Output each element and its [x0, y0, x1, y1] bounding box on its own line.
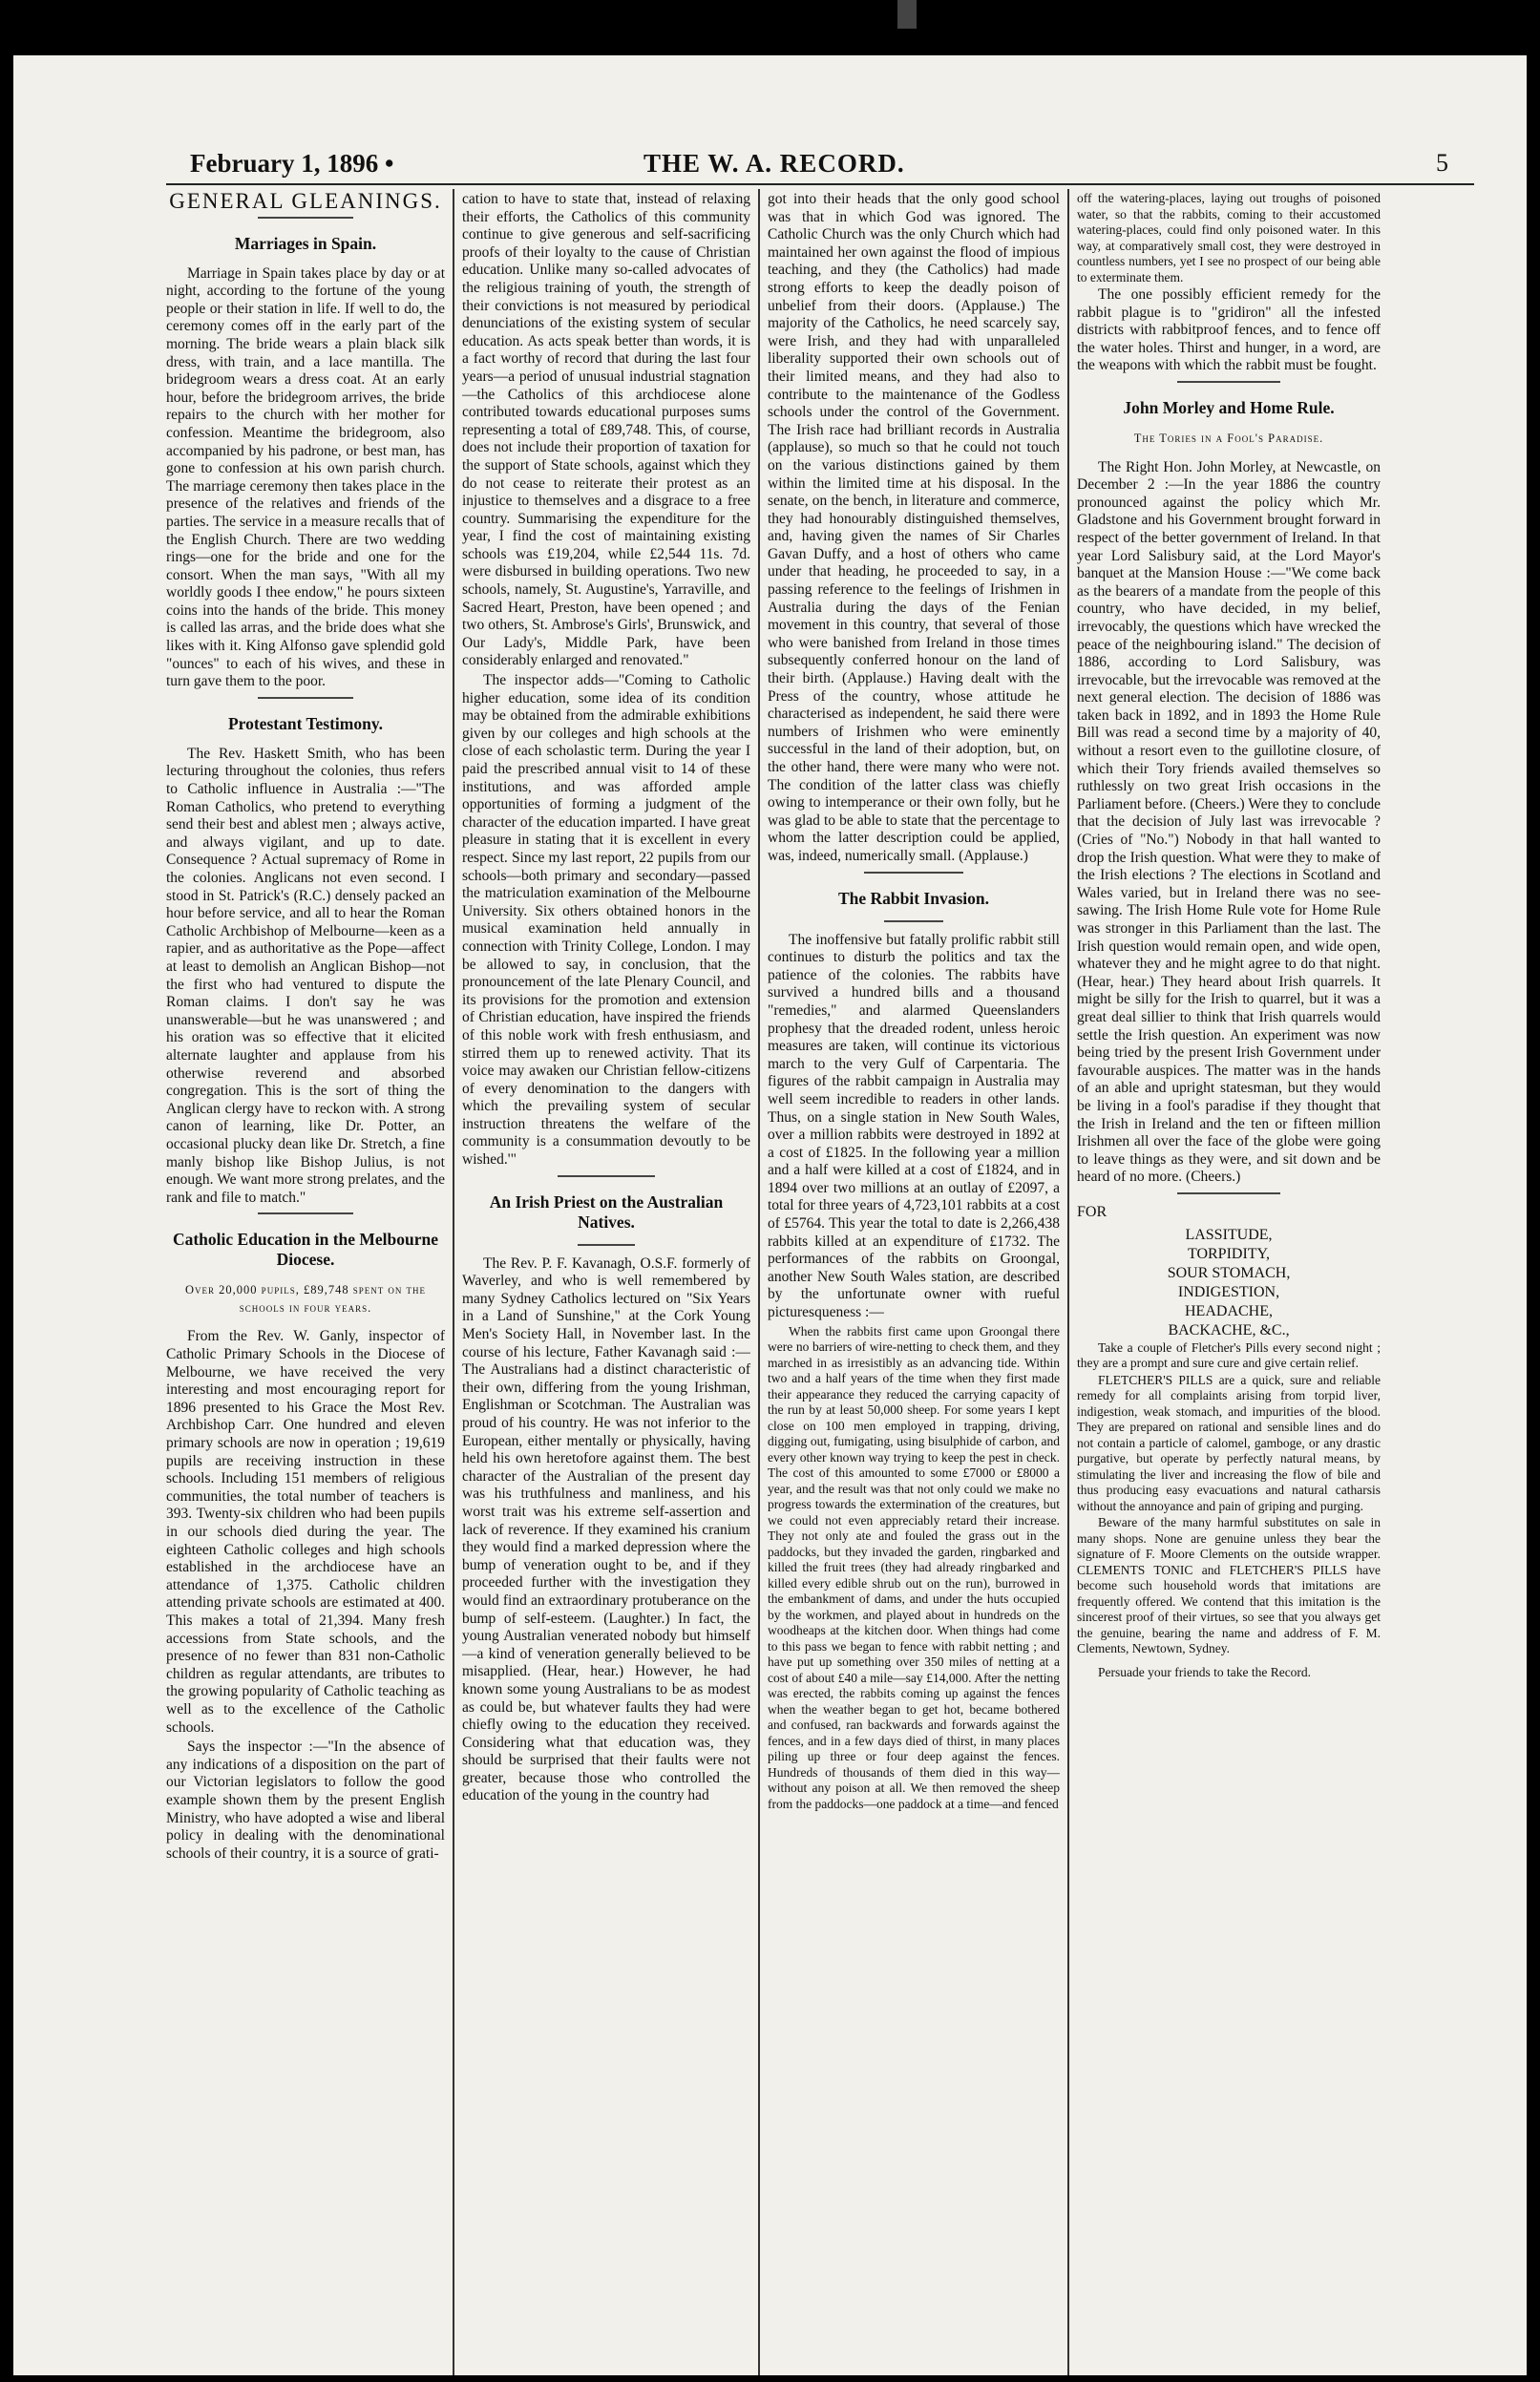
column-rule	[1067, 189, 1069, 2375]
article-title: Protestant Testimony.	[227, 713, 384, 733]
quoted-extract	[1077, 191, 1381, 285]
ad-ailment: INDIGESTION,	[1177, 1283, 1280, 1300]
article-paragraph: From the Rev. W. Ganly, inspector of Catholic Primary Schools in the Diocese of Melbourne, we have received the very interesting and most encouraging report for 1896 presented to his Grace the Most Rev. Archbishop Carr. One hundred and eleven primary schools are now in operation ; 19,619 pupils are receiving instruction in these schools. Including 151 members of religious communities, the total number of teachers is 393. Twenty-six children who had been pupils in our schools died during the year. The eighteen Catholic colleges and high schools established in the archdiocese have an attendance of 1,375. Catholic children attending private schools are estimated at 400. This makes a total of 21,394. Many fresh accessions from State schools, and the presence of no fewer than 831 non-Catholic children as regular attendants, are tributes to the growing popularity of Catholic teaching as well as to the excellence of the Catholic schools.	[166, 1328, 445, 1736]
issue-date: February 1, 1896 •	[190, 149, 394, 178]
ad-for-label: FOR	[1077, 1203, 1108, 1220]
section-title: GENERAL GLEANINGS.	[169, 191, 442, 213]
article-paragraph: The inspector adds—"Coming to Catholic higher education, some idea of its condition may be obtained from the admirable exhibitions given by our colleges and high schools at the close of each scholastic term. During the year I paid the prescribed annual visit to 14 of these institutions, and was afforded ample opportunities of forming a judgment of the character of the education imparted. I have great pleasure in stating that it is excellent in every respect. Since my last report, 22 pupils from our schools—both primary and secondary—passed the matriculation examination of the Melbourne University. Six others obtained honors in the musical examination held annually in connection with Trinity College, London. I may be allowed to say, in conclusion, that the pronouncement of the late Plenary Council, and its provisions for the promotion and extension of Christian education, have inspired the friends of this noble work with fresh enthusiasm, and stirred them up to renewed activity. That its voice may awaken our Christian fellow-citizens of every denomination to the dangers with which the prevailing system of secular instruction threatens the welfare of the community is a consummation devoutly to be wished.'"	[462, 672, 750, 1169]
newspaper-page	[13, 55, 1527, 2375]
divider	[258, 217, 352, 219]
divider	[1177, 381, 1280, 383]
quoted-extract	[768, 1324, 1060, 1813]
ad-ailment-list	[1077, 1226, 1381, 1340]
article-title: Marriages in Spain.	[234, 233, 377, 253]
divider	[1177, 1192, 1280, 1194]
binding-clip	[897, 0, 917, 29]
divider	[864, 872, 963, 874]
divider	[258, 697, 352, 699]
ad-paragraph: FLETCHER'S PILLS are a quick, sure and reliable remedy for all complaints arising from torpid liver, indigestion, weak stomach, and impurities of the blood. They are prepared on rational and sensible lines and do not contain a particle of calomel, gamboge, or any drastic purgative, but operate by perfectly natural means, by stimulating the liver and increasing the flow of bile and thus producing easy evacuations and natural catharsis without the annoyance and pain of griping and purging.	[1077, 1372, 1381, 1513]
article-paragraph: The Right Hon. John Morley, at Newcastle, on December 2 :—In the year 1886 the country pronounced against the policy which Mr. Gladstone and his Government brought forward in respect of the better government of Ireland. In that year Lord Salisbury said, at the Lord Mayor's banquet at the Mansion House :—"We come back as the bearers of a mandate from the people of this country, who have decided, in my belief, irrevocably, the questions which have wrecked the peace of the neighbouring island." The decision of 1886, according to Lord Salisbury, was irrevocable, but the irrevocable was removed at the next general election. The decision of 1886 was taken back in 1892, and in 1893 the Home Rule Bill was read a second time by a majority of 40, without a resort even to the guillotine closure, of which their Tory friends availed themselves so ruthlessly on two great Irish occasions in the Parliament before. (Cheers.) Were they to conclude that the decision of July last was irrevocable ? (Cries of "No.") Nobody in that hall wanted to drop the Irish question. What were they to make of the Irish elections ? The elections in Scotland and Wales varied, but in Ireland there was no see-sawing. The Irish Home Rule vote for Home Rule was stronger in this Parliament than the last. The Irish question would remain open, and wide open, whatever they and he might agree to do that night. (Hear, hear.) They heard about Irish quarrels. It might be silly for the Irish to quarrel, but it was a great deal sillier to think that Irish quarrels would settle the Irish question. An experiment was now being tried by the present Irish Government under favourable auspices. The matter was in the hands of an able and upright statesman, but they would be living in a fool's paradise if they thought that the Irish in Ireland and the ten or fifteen million Irishmen all over the face of the globe were going to leave things as they were, and sit down and be heard of no more. (Cheers.)	[1077, 458, 1381, 1186]
header-rule	[166, 183, 1474, 185]
divider	[258, 1212, 352, 1214]
article-paragraph: got into their heads that the only good school was that in which God was ignored. The Catholic Church was the only Church which had maintained her own against the flood of impious teaching, and they (the Catholics) had made strong efforts to keep the deadly poison of unbelief from their doors. (Applause.) The majority of the Catholics, he need scarcely say, were Irish, and they had with unparalleled liberality supported their own schools out of their limited means, and they had also to contribute to the maintenance of the Godless schools under the control of the Government. The Irish race had brilliant records in Australia (applause), so much so that he could not touch on the various distinctions gained by them within the limited time at his disposal. In the senate, on the bench, in literature and commerce, they had honourably distinguished themselves, and, having given the names of Sir Charles Gavan Duffy, and a host of others who came under that heading, he proceeded to say, in a passing reference to the feelings of Irishmen in Australia during the days of the Fenian movement in this country, that several of those who were banished from Ireland in those times subsequently conferred honour on the land of their birth. (Applause.) Having dealt with the Press of the country, whose attitude he characterised as independent, he said there were numbers of Irishmen who were eminently successful in the land of their adoption, but, on the other hand, there were many who were not. The condition of the latter class was chiefly owing to intemperance or their own folly, but he was glad to be able to state that the percentage to whom the latter description could be applied, was, indeed, numerically small. (Applause.)	[768, 191, 1060, 864]
ad-ailment: SOUR STOMACH,	[1167, 1264, 1291, 1281]
ad-paragraph: Persuade your friends to take the Record.	[1098, 1664, 1312, 1679]
ad-text	[1077, 1340, 1381, 1681]
ad-ailment: LASSITUDE,	[1185, 1226, 1273, 1243]
article-paragraph: cation to have to state that, instead of relaxing their efforts, the Catholics of this community continue to give generous and self-sacrificing proofs of their loyalty to the cause of Christian education. Unlike many so-called advocates of the religious training of youth, the strength of their convictions is not measured by periodical denunciations of the existing system of secular education. As acts speak better than words, it is a fact worthy of record that during the last four years—a period of unusual industrial stagnation—the Catholics of this archdiocese alone contributed towards educational purposes sums representing a total of £89,748. This, of course, does not include their proportion of taxation for the support of State schools, against which they do not cease to reiterate their protest as an injustice to themselves and a disgrace to a free country. Summarising the expenditure for the year, I find the cost of maintaining existing schools was £19,204, while £2,544 11s. 7d. were disbursed in building operations. Two new schools, namely, St. Augustine's, Yarraville, and Sacred Heart, Preston, have been opened ; and two others, St. Ambrose's Girls', Brunswick, and Our Lady's, Middle Park, have been considerably enlarged and renovated."	[462, 191, 750, 669]
column-rule	[453, 189, 454, 2375]
ad-ailment: TORPIDITY,	[1187, 1245, 1271, 1262]
article-title: John Morley and Home Rule.	[1123, 397, 1335, 417]
article-paragraph: The Rev. P. F. Kavanagh, O.S.F. formerly of Waverley, and who is well remembered by many Sydney Catholics lectured on "Six Years in a Land of Sunshine," at the Cork Young Men's Society Hall, in November last. In the course of his lecture, Father Kavanagh said :—The Australians had a distinct characteristic of their own, differing from the young Irishman, Englishman or Scotchman. The Australian was proud of his country. He was not inferior to the European, either mentally or physically, having held his own heretofore against them. The best character of the Australian of the present day was his truthfulness and manliness, and his worst trait was his extreme self-assertion and lack of reverence. If they examined his cranium they would find a marked depression where the bump of veneration ought to be, and if they proceeded further with the investigation they would find an extraordinary protuberance on the bump of self-esteem. (Laughter.) In fact, the young Australian venerated nobody but himself—a kind of veneration generally believed to be misapplied. (Hear, hear.) However, he had known some young Australians to be as modest as could be, but whatever faults they had were chiefly owing to the education they received. Considering what that education was, they should be surprised that their faults were not greater, because those who controlled the education of the young in the country had	[462, 1254, 750, 1804]
article-paragraph: The Rev. Haskett Smith, who has been lecturing throughout the colonies, thus refers to Catholic influence in Australia :—"The Roman Catholics, who pretend to everything send their best and ablest men ; always active, and always vigilant, and up to date. Consequence ? Actual supremacy of Rome in the colonies. Anglicans not even second. I stood in St. Patrick's (R.C.) densely packed an hour before service, and all to hear the Roman Catholic Archbishop of Melbourne—keen as a rapier, and as authoritative as the Pope—affect at least to demolish an Anglican Bishop—not the first who had ventured to dispute the Roman claims. I don't say he was unanswerable—but he was unanswered ; and his oration was so effective that it elicited alternate laughter and applause from his otherwise reverend and absorbed congregation. This is the sort of thing the Anglican clergy have to reckon with. A strong canon of learning, like Dr. Potter, an occasional plucky dean like Dr. Stretch, a fine manly bishop like Bishop Julius, is not enough. We want more strong prelates, and the rank and file to match."	[166, 745, 445, 1206]
article-subtitle: Over 20,000 pupils, £89,748 spent on the schools in four years.	[185, 1283, 426, 1315]
advertisement	[1077, 1204, 1381, 1680]
article-paragraph: The one possibly efficient remedy for the rabbit plague is to "gridiron" all the infested districts with rabbitproof fences, and to fence off the water holes. Thirst and hunger, in a word, are the weapons with which the rabbit must be fought.	[1077, 286, 1381, 374]
article-paragraph: Says the inspector :—"In the absence of any indications of a disposition on the part of our Victorian legislators to follow the good example shown them by the present English Ministry, who have adopted a wise and liberal policy in dealing with the denominational schools of their country, it is a source of grati-	[166, 1739, 445, 1862]
newspaper-title: THE W. A. RECORD.	[643, 149, 905, 178]
article-subtitle: The Tories in a Fool's Paradise.	[1133, 431, 1324, 445]
column-1	[166, 191, 445, 2375]
article-paragraph: When the rabbits first came upon Groongal there were no barriers of wire-netting to check them, and they marched in as irresistibly as an advancing tide. Within two and a half years of the time when they first made their appearance they reduced the carrying capacity of the run by at least 50,000 sheep. For some years I kept close on 100 men employed in trapping, driving, digging out, fumigating, using bisulphide of carbon, and every other known way trying to keep the pest in check. The cost of this amounted to some £7000 or £8000 a year, and the result was that not only could we make no progress towards the extermination of the creatures, but we could not even appreciably retard their increase. They not only ate and fouled the grass out in the paddocks, but they invaded the garden, ringbarked and killed the fruit trees (they had already ringbarked and killed every edible shrub out on the run), burrowed in the embankment of dams, and under the huts occupied by the workmen, and played about in hundreds on the woodheaps at the kitchen door. When things had come to this pass we began to fence with rabbit netting ; and have put up something over 350 miles of netting at a cost of about £40 a mile—say £14,000. After the netting was erected, the rabbits coming up against the fences when the weather began to get hot, became bothered and confused, ran backwards and forwards against the fences, and in a few days died of thirst, in many places piling up three or four deep against the fences. Hundreds of thousands of them died in this way—without any poison at all. We then removed the sheep from the paddocks—one paddock at a time—and fenced	[768, 1323, 1060, 1811]
column-3	[768, 191, 1060, 2375]
article-title: An Irish Priest on the Australian Natives.	[489, 1191, 724, 1232]
masthead	[13, 55, 1527, 178]
ad-ailment: HEADACHE,	[1185, 1302, 1273, 1319]
ad-paragraph: Beware of the many harmful substitutes on sale in many shops. None are genuine unless they bear the signature of F. Moore Clements on the outside wrapper. CLEMENTS TONIC and FLETCHER'S PILLS have become such household words that imitations are frequently offered. We contend that this imitation is the sincerest proof of their virtues, so see that you always get the genuine, bearing the name and address of F. M. Clements, Newtown, Sydney.	[1077, 1515, 1381, 1655]
article-paragraph: The inoffensive but fatally prolific rabbit still continues to disturb the politics and tax the patience of the colonies. The rabbits have survived a hundred bills and a thousand "remedies," and alarmed Queenslanders prophesy that the dreaded rodent, unless heroic measures are taken, will continue its victorious march to the very Gulf of Carpentaria. The figures of the rabbit campaign in Australia may well seem incredible to readers in other lands. Thus, on a single station in New South Wales, over a million rabbits were destroyed in 1892 at a cost of £1825. In the following year a million and a half were killed at a cost of £1824, and in 1894 over two millions at an outlay of £2097, a total for three years of 4,723,101 rabbits at a cost of £5764. This year the total to date is 2,266,438 rabbits killed at an expenditure of £1732. The performances of the rabbits on Groongal, another New South Wales station, are described by the unfortunate owner with rueful picturesqueness :—	[768, 931, 1060, 1321]
column-4	[1077, 191, 1381, 2375]
divider	[558, 1175, 656, 1177]
article-paragraph: Marriage in Spain takes place by day or at night, according to the fortune of the young people or their station in life. If well to do, the ceremony comes off in the early part of the morning. The bride wears a plain black silk dress, with train, and a lace mantilla. The bridegroom wears a dress coat. At an early hour, before the bridegroom arrives, the bride repairs to the church with her mother for confession. Meantime the bridegroom, also accompanied by his padrone, or best man, has gone to confession at his own parish church. The marriage ceremony then takes place in the presence of the relatives and friends of the parties. The service in a measure recalls that of the English Church. There are two wedding rings—one for the bride and one for the consort. When the man says, "With all my worldly goods I thee endow," he pours sixteen coins into the hands of the bride. This money is called las arras, and the bride does what she likes with it. King Alfonso gave splendid gold "ounces" to each of his wives, and these in turn gave them to the poor.	[166, 264, 445, 690]
ad-ailment: BACKACHE, &C.,	[1168, 1321, 1290, 1339]
article-title: Catholic Education in the Melbourne Diocese.	[172, 1230, 439, 1270]
column-rule	[758, 189, 760, 2375]
divider	[578, 1244, 635, 1246]
column-2	[462, 191, 750, 2375]
article-title: The Rabbit Invasion.	[837, 888, 990, 908]
page-number: 5	[1436, 149, 1448, 177]
ad-paragraph: Take a couple of Fletcher's Pills every second night ; they are a prompt and sure cure and give certain relief.	[1077, 1339, 1381, 1370]
divider	[884, 920, 942, 922]
article-paragraph: off the watering-places, laying out troughs of poisoned water, so that the rabbits, coming to their accustomed watering-places, could find only poisoned water. In this way, at comparatively small cost, they were destroyed in countless numbers, yet I see no prospect of our being able to exterminate them.	[1077, 191, 1381, 285]
